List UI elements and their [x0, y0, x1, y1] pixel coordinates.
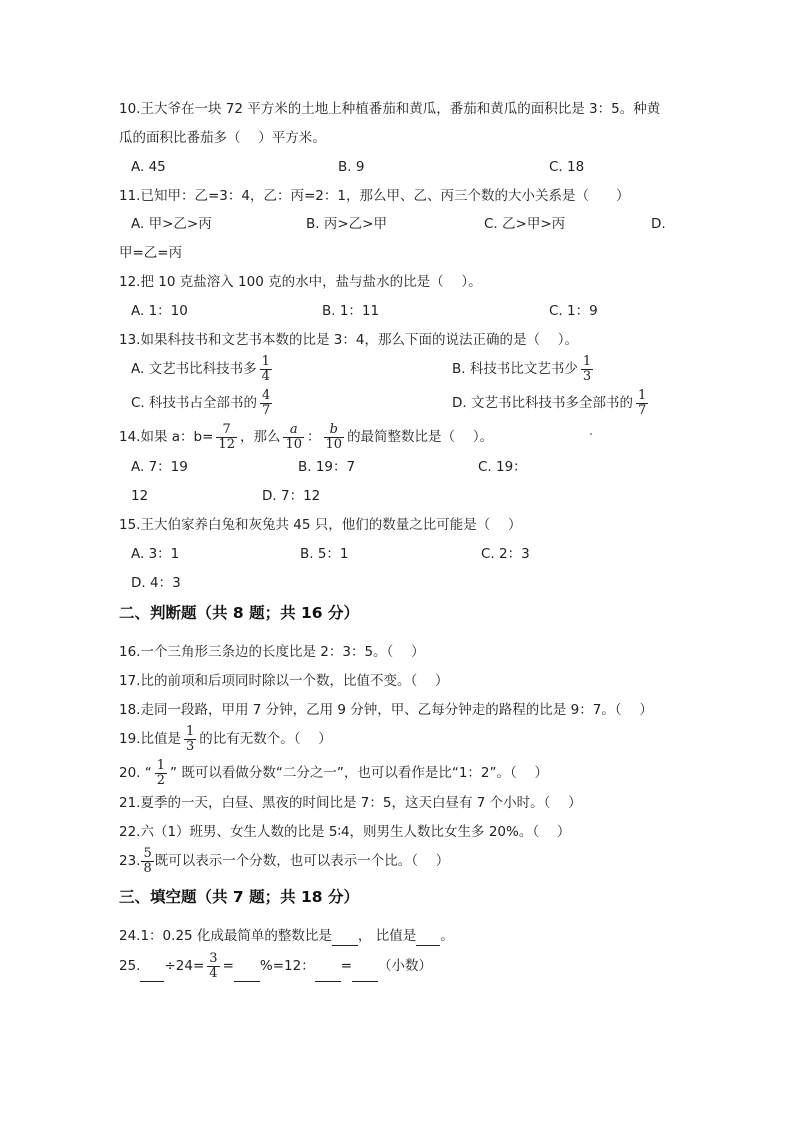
q22-text: 22.六（1）班男、女生人数的比是 5∶4，则男生人数比女生多 20%。（ ） — [119, 824, 571, 840]
q24-text — [119, 926, 454, 946]
q23-fraction — [141, 847, 153, 876]
q20-prefix: 20. “ — [119, 765, 152, 781]
q13-option-c-text: C. 科技书占全部书的 — [131, 395, 258, 411]
q12-option-c: C. 1：9 — [549, 303, 598, 319]
q11-option-d: D. — [651, 216, 666, 232]
q14-fraction-7-12 — [216, 423, 237, 452]
fraction-numerator: 1 — [156, 757, 166, 773]
fraction-numerator: 5 — [143, 845, 152, 861]
q12-option-a: A. 1：10 — [131, 303, 188, 319]
q13-option-c-fraction — [260, 389, 272, 418]
section-3-heading: 三、填空题（共 7 题；共 18 分） — [119, 888, 359, 906]
q13-text: 13.如果科技书和文艺书本数的比是 3：4，那么下面的说法正确的是（ ）。 — [119, 332, 578, 348]
q20-suffix: ” 既可以看做分数“二分之一”，也可以看作是比“1：2”。（ ） — [170, 765, 549, 781]
q23-suffix: 既可以表示一个分数，也可以表示一个比。（ ） — [154, 853, 450, 869]
fraction-numerator: 7 — [222, 421, 231, 437]
q13-option-d-text: D. 文艺书比科技书多全部书的 — [452, 395, 633, 411]
q24-suffix: 。 — [440, 928, 454, 944]
q11-option-d-text: 甲=乙=丙 — [119, 245, 183, 261]
q15-option-b: B. 5：1 — [300, 546, 349, 562]
q13-option-c — [131, 387, 275, 419]
q24-answer-blank-1[interactable] — [332, 931, 358, 946]
fraction-denominator: 8 — [143, 860, 152, 876]
q10-option-a: A. 45 — [131, 159, 166, 175]
q12-option-b: B. 1：11 — [322, 303, 380, 319]
q11-text: 11.已知甲：乙=3：4，乙：丙=2：1，那么甲、乙、丙三个数的大小关系是（ ） — [119, 188, 630, 204]
q14-colon: ： — [307, 429, 321, 445]
q16-text: 16.一个三角形三条边的长度比是 2：3：5。（ ） — [119, 644, 425, 660]
q12-text: 12.把 10 克盐溶入 100 克的水中，盐与盐水的比是（ ）。 — [119, 274, 482, 290]
q23-text — [119, 845, 449, 877]
decorative-dot — [590, 433, 592, 435]
q13-option-b-text: B. 科技书比文艺书少 — [452, 361, 578, 377]
q25-division: ÷24= — [164, 958, 205, 974]
q25-prefix: 25. — [119, 958, 141, 974]
fraction-denominator: 12 — [218, 436, 235, 452]
q19-fraction — [184, 725, 196, 754]
q11-option-a: A. 甲>乙>丙 — [131, 216, 212, 232]
q15-option-c: C. 2：3 — [481, 546, 530, 562]
fraction-denominator: 4 — [209, 965, 218, 981]
q13-option-a-fraction — [260, 355, 272, 384]
q17-text: 17.比的前项和后项同时除以一个数，比值不变。（ ） — [119, 673, 449, 689]
q11-option-b: B. 丙>乙>甲 — [306, 216, 387, 232]
q25-suffix: （小数） — [378, 958, 433, 974]
q24-answer-blank-2[interactable] — [416, 931, 440, 946]
fraction-numerator: 4 — [262, 387, 271, 403]
q13-option-d-fraction — [636, 389, 648, 418]
q13-option-b-fraction — [581, 355, 593, 384]
q15-option-d: D. 4：3 — [131, 575, 181, 591]
q10-option-b: B. 9 — [338, 159, 365, 175]
q25-answer-blank-3[interactable] — [315, 967, 341, 982]
fraction-numerator: 1 — [582, 353, 592, 369]
q15-option-a: A. 3：1 — [131, 546, 180, 562]
q14-prefix: 14.如果 a：b= — [119, 429, 214, 445]
fraction-denominator: 7 — [262, 402, 271, 418]
q14-fraction-b-10 — [324, 423, 345, 452]
q10-line1: 10.王大爷在一块 72 平方米的土地上种植番茄和黄瓜，番茄和黄瓜的面积比是 3：5。种黄 — [119, 101, 661, 117]
fraction-denominator: 2 — [156, 772, 166, 788]
q14-option-c: C. 19： — [478, 459, 527, 475]
q13-option-b — [452, 353, 596, 385]
q13-option-d — [452, 387, 651, 419]
q25-equals-2: = — [340, 958, 353, 974]
fraction-numerator: 1 — [185, 723, 195, 739]
q11-option-c: C. 乙>甲>丙 — [484, 216, 566, 232]
fraction-numerator: 1 — [637, 387, 647, 403]
fraction-numerator: a — [289, 421, 298, 437]
q14-middle: ，那么 — [239, 429, 281, 445]
q15-text: 15.王大伯家养白兔和灰兔共 45 只，他们的数量之比可能是（ ） — [119, 517, 522, 533]
q25-equals: = — [222, 958, 234, 974]
fraction-denominator: 7 — [637, 402, 647, 418]
section-2-heading: 二、判断题（共 8 题；共 16 分） — [119, 604, 359, 622]
q25-fraction — [207, 952, 219, 981]
q18-text: 18.走同一段路，甲用 7 分钟，乙用 9 分钟，甲、乙每分钟走的路程的比是 9：7。（ ） — [119, 702, 653, 718]
q10-option-c: C. 18 — [549, 159, 585, 175]
fraction-denominator: 3 — [582, 368, 592, 384]
q19-text — [119, 723, 332, 755]
q25-text — [119, 950, 432, 982]
q21-text: 21.夏季的一天，白昼、黑夜的时间比是 7：5，这天白昼有 7 个小时。（ ） — [119, 795, 582, 811]
q10-line2: 瓜的面积比番茄多（ ）平方米。 — [119, 130, 326, 146]
fraction-denominator: 4 — [261, 368, 270, 384]
q19-suffix: 的比有无数个。（ ） — [199, 731, 332, 747]
q14-text — [119, 421, 493, 453]
q14-option-a: A. 7：19 — [131, 459, 188, 475]
q14-option-d: D. 7：12 — [262, 488, 321, 504]
q20-text — [119, 757, 548, 789]
q13-option-a — [131, 353, 275, 385]
fraction-numerator: 3 — [209, 950, 218, 966]
fraction-denominator: 10 — [285, 436, 303, 452]
q25-answer-blank-4[interactable] — [352, 967, 378, 982]
q13-option-a-text: A. 文艺书比科技书多 — [131, 361, 257, 377]
q25-answer-blank-2[interactable] — [234, 967, 260, 982]
q20-fraction — [155, 759, 167, 788]
fraction-numerator: 1 — [261, 353, 270, 369]
q14-option-c-text: 12 — [131, 488, 149, 504]
q25-answer-blank-1[interactable] — [140, 967, 164, 982]
fraction-numerator: b — [329, 421, 338, 437]
q14-fraction-a-10 — [283, 423, 304, 452]
q14-option-b: B. 19：7 — [298, 459, 356, 475]
fraction-denominator: 10 — [325, 436, 343, 452]
q24-prefix: 24.1：0.25 化成最简单的整数比是 — [119, 928, 332, 944]
q14-suffix: 的最简整数比是（ ）。 — [347, 429, 494, 445]
fraction-denominator: 3 — [185, 738, 195, 754]
q25-percent: %=12： — [259, 958, 315, 974]
q19-prefix: 19.比值是 — [119, 731, 181, 747]
q24-middle: ， 比值是 — [357, 928, 417, 944]
q23-prefix: 23. — [119, 853, 141, 869]
